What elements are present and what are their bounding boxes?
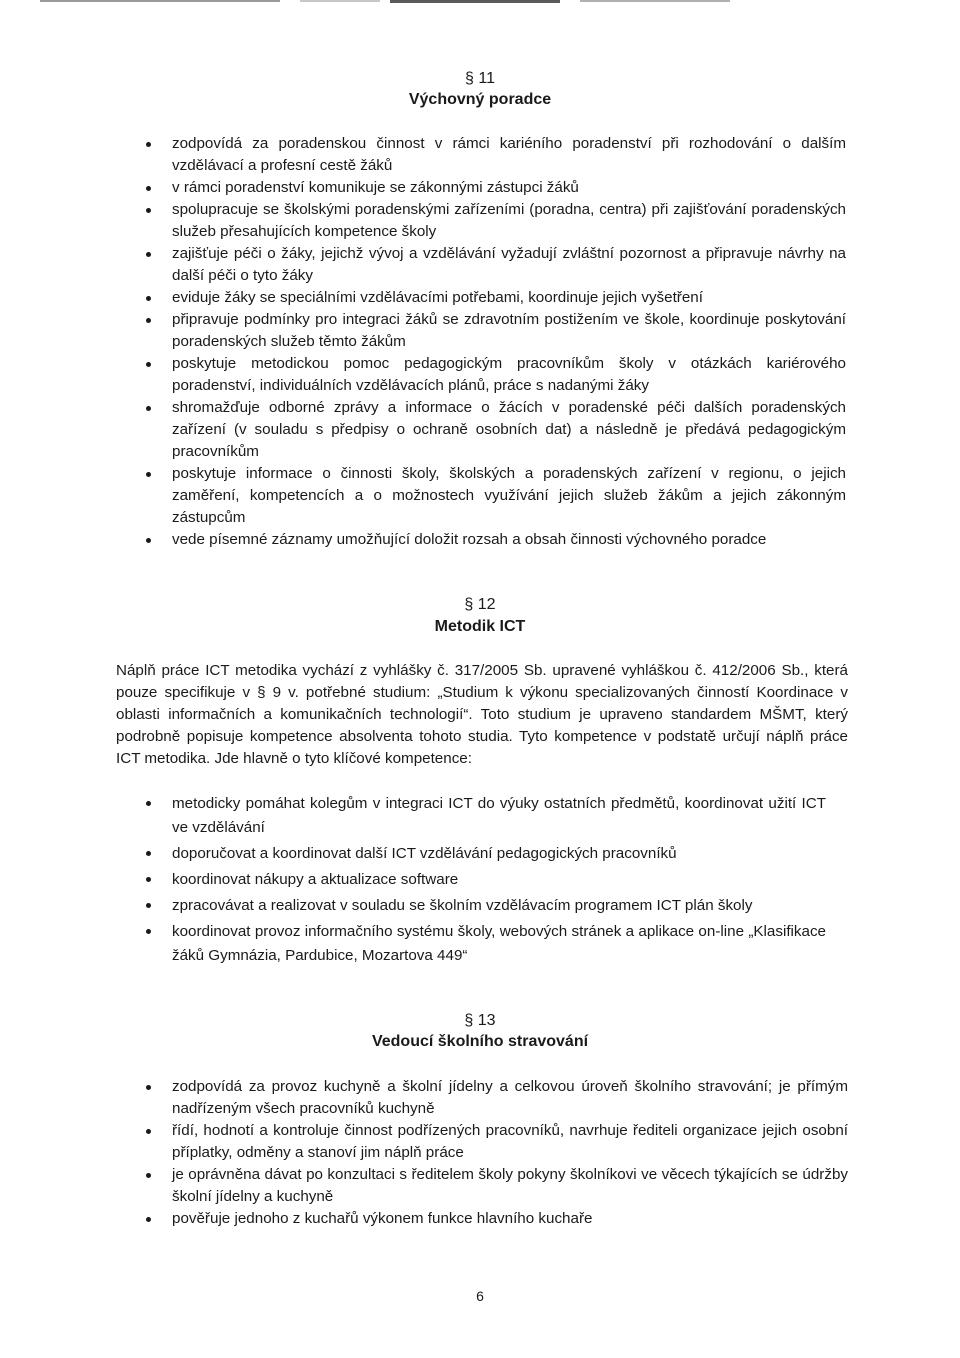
page-number: 6 <box>476 1288 484 1304</box>
section-title: Metodik ICT <box>434 618 526 635</box>
intro-paragraph: Náplň práce ICT metodika vychází z vyhlášky č. 317/2005 Sb. upravené vyhláškou č. 412/2006 Sb., která pouze specifikuje v § 9 v. potřebné studium: „Studium k výkonu specializovaných činností Koordinace v oblasti informačních a komunikačních technologií“. Toto studium je upraveno standardem MŠMT, který podrobně popisuje kompetence absolventa tohoto studia. Tyto kompetence v podstatě určují náplň práce ICT metodika. Jde hlavně o tyto klíčové kompetence: <box>116 662 848 767</box>
bullet-icon <box>146 929 151 934</box>
list-item: zpracovávat a realizovat v souladu se školním vzdělávacím programem ICT plán školy <box>146 894 826 918</box>
bullet-icon <box>146 851 151 856</box>
list-item: řídí, hodnotí a kontroluje činnost podřízených pracovníků, navrhuje řediteli organizace jejich osobní příplatky, odměny a stanoví jim náplň práce <box>146 1120 848 1164</box>
bullet-icon <box>146 142 151 147</box>
bullet-list <box>146 133 846 551</box>
bullet-icon <box>146 903 151 908</box>
bullet-icon <box>146 877 151 882</box>
list-item: je oprávněna dávat po konzultaci s ředitelem školy pokyny školníkovi ve věcech týkajících se údržby školní jídelny a kuchyně <box>146 1164 848 1208</box>
bullet-icon <box>146 1173 151 1178</box>
list-item: v rámci poradenství komunikuje se zákonnými zástupci žáků <box>146 177 846 199</box>
list-item: eviduje žáky se speciálními vzdělávacími potřebami, koordinuje jejich vyšetření <box>146 287 846 309</box>
scan-edge-artifact <box>0 0 960 3</box>
list-item: zodpovídá za provoz kuchyně a školní jídelny a celkovou úroveň školního stravování; je přímým nadřízeným všech pracovníků kuchyně <box>146 1076 848 1120</box>
bullet-icon <box>146 318 151 323</box>
section-number: § 13 <box>464 1012 496 1029</box>
bullet-icon <box>146 362 151 367</box>
bullet-icon <box>146 406 151 411</box>
bullet-icon <box>146 186 151 191</box>
list-item: pověřuje jednoho z kuchařů výkonem funkce hlavního kuchaře <box>146 1208 848 1230</box>
bullet-icon <box>146 801 151 806</box>
list-item: zodpovídá za poradenskou činnost v rámci kariéního poradenství při rozhodování o dalším vzdělávací a profesní cestě žáků <box>146 133 846 177</box>
section-title: Výchovný poradce <box>408 91 552 108</box>
list-item: koordinovat nákupy a aktualizace software <box>146 868 826 892</box>
list-item: spolupracuje se školskými poradenskými zařízeními (poradna, centra) při zajišťování poradenských služeb přesahujících kompetence školy <box>146 199 846 243</box>
section-number: § 12 <box>464 596 496 613</box>
bullet-list <box>146 1076 848 1230</box>
list-item: poskytuje metodickou pomoc pedagogickým pracovníkům školy v otázkách kariérového poradenství, individuálních vzdělávacích plánů, práce s nadanými žáky <box>146 353 846 397</box>
list-item: zajišťuje péči o žáky, jejichž vývoj a vzdělávání vyžadují zvláštní pozornost a připravuje návrhy na další péči o tyto žáky <box>146 243 846 287</box>
bullet-icon <box>146 252 151 257</box>
list-item: poskytuje informace o činnosti školy, školských a poradenských zařízení v regionu, o jejich zaměření, kompetencích a o možnostech využívání jejich služeb žákům a jejich zákonným zástupcům <box>146 463 846 529</box>
list-item: připravuje podmínky pro integraci žáků se zdravotním postižením ve škole, koordinuje poskytování poradenských služeb těmto žákům <box>146 309 846 353</box>
bullet-icon <box>146 538 151 543</box>
list-item: vede písemné záznamy umožňující doložit rozsah a obsah činnosti výchovného poradce <box>146 529 846 551</box>
bullet-list <box>146 792 826 968</box>
bullet-icon <box>146 1085 151 1090</box>
list-item: koordinovat provoz informačního systému školy, webových stránek a aplikace on-line „Klasifikace žáků Gymnázia, Pardubice, Mozartova 449“ <box>146 920 826 968</box>
list-item: metodicky pomáhat kolegům v integraci ICT do výuky ostatních předmětů, koordinovat užití ICT ve vzdělávání <box>146 792 826 840</box>
bullet-icon <box>146 208 151 213</box>
section-number: § 11 <box>465 70 495 87</box>
bullet-icon <box>146 296 151 301</box>
list-item: doporučovat a koordinovat další ICT vzdělávání pedagogických pracovníků <box>146 842 826 866</box>
section-title: Vedoucí školního stravování <box>371 1033 589 1050</box>
bullet-icon <box>146 1217 151 1222</box>
bullet-icon <box>146 472 151 477</box>
list-item: shromažďuje odborné zprávy a informace o žácích v poradenské péči dalších poradenských zařízení (v souladu s předpisy o ochraně osobních dat) a následně je předává pedagogickým pracovníkům <box>146 397 846 463</box>
bullet-icon <box>146 1129 151 1134</box>
